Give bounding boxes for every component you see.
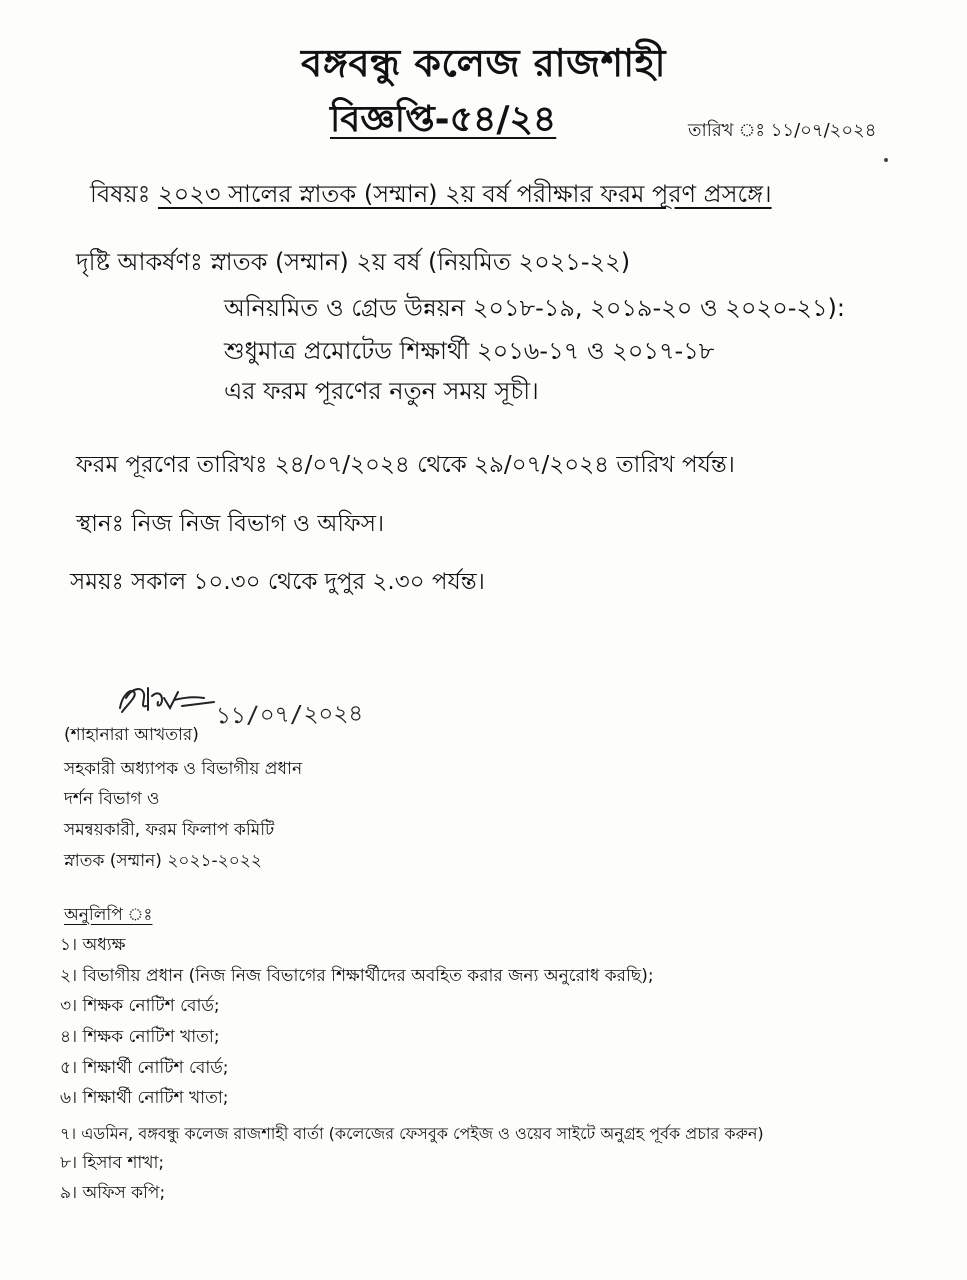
time-line: সময়ঃ সকাল ১০.৩০ থেকে দুপুর ২.৩০ পর্যন্ত।	[70, 569, 485, 595]
copy-item: ১। অধ্যক্ষ	[60, 935, 126, 955]
handwritten-signature	[112, 678, 222, 728]
copy-item: ৯। অফিস কপি;	[60, 1183, 166, 1203]
copies-title: অনুলিপি ঃ	[64, 905, 153, 925]
subject-label: বিষয়ঃ	[90, 180, 151, 208]
signatory-name: (শাহানারা আখতার)	[64, 725, 199, 745]
copy-item: ৮। হিসাব শাখা;	[60, 1153, 165, 1173]
attention-line-2: অনিয়মিত ও গ্রেড উন্নয়ন ২০১৮-১৯, ২০১৯-২০ ও ২০২০-২১):	[224, 294, 846, 322]
copy-item: ৪। শিক্ষক নোটিশ খাতা;	[60, 1027, 220, 1047]
signatory-program: স্নাতক (সম্মান) ২০২১-২০২২	[64, 851, 262, 871]
notice-date: তারিখ ঃ ১১/০৭/২০২৪	[688, 120, 877, 141]
attention-line-1	[76, 244, 630, 284]
copy-item: ৬। শিক্ষার্থী নোটিশ খাতা;	[60, 1088, 229, 1108]
attention-line-3: শুধুমাত্র প্রমোটেড শিক্ষার্থী ২০১৬-১৭ ও ২০১৭-১৮	[224, 337, 715, 365]
signatory-committee: সমন্বয়কারী, ফরম ফিলাপ কমিটি	[64, 820, 275, 840]
venue-line: স্থানঃ নিজ নিজ বিভাগ ও অফিস।	[76, 511, 385, 537]
signatory-designation: সহকারী অধ্যাপক ও বিভাগীয় প্রধান	[64, 759, 303, 779]
signature-date: ১১/০৭/২০২৪	[215, 700, 364, 730]
form-fillup-dates: ফরম পূরণের তারিখঃ ২৪/০৭/২০২৪ থেকে ২৯/০৭/২০২৪ তারিখ পর্যন্ত।	[76, 452, 735, 478]
attention-line-4: এর ফরম পূরণের নতুন সময় সূচী।	[224, 377, 539, 405]
subject-text: ২০২৩ সালের স্নাতক (সম্মান) ২য় বর্ষ পরীক্ষার ফরম পূরণ প্রসঙ্গে।	[158, 180, 772, 208]
notice-number: বিজ্ঞপ্তি-৫৪/২৪	[330, 99, 557, 140]
copy-item: ২। বিভাগীয় প্রধান (নিজ নিজ বিভাগের শিক্ষার্থীদের অবহিত করার জন্য অনুরোধ করছি);	[60, 966, 654, 986]
subject-line	[90, 176, 772, 216]
ink-dot	[884, 158, 888, 162]
copy-item: ৭। এডমিন, বঙ্গবন্ধু কলেজ রাজশাহী বার্তা (কলেজের ফেসবুক পেইজ ও ওয়েব সাইটে অনুগ্রহ পূর্বক প্রচার করুন)	[60, 1124, 764, 1143]
copy-item: ৫। শিক্ষার্থী নোটিশ বোর্ড;	[60, 1058, 229, 1078]
attention-label: দৃষ্টি আকর্ষণঃ	[76, 248, 203, 276]
copy-item: ৩। শিক্ষক নোটিশ বোর্ড;	[60, 996, 220, 1016]
attention-text-1: স্নাতক (সম্মান) ২য় বর্ষ (নিয়মিত ২০২১-২২)	[210, 248, 631, 276]
signatory-department: দর্শন বিভাগ ও	[64, 789, 160, 809]
college-name: বঙ্গবন্ধু কলেজ রাজশাহী	[301, 41, 666, 85]
